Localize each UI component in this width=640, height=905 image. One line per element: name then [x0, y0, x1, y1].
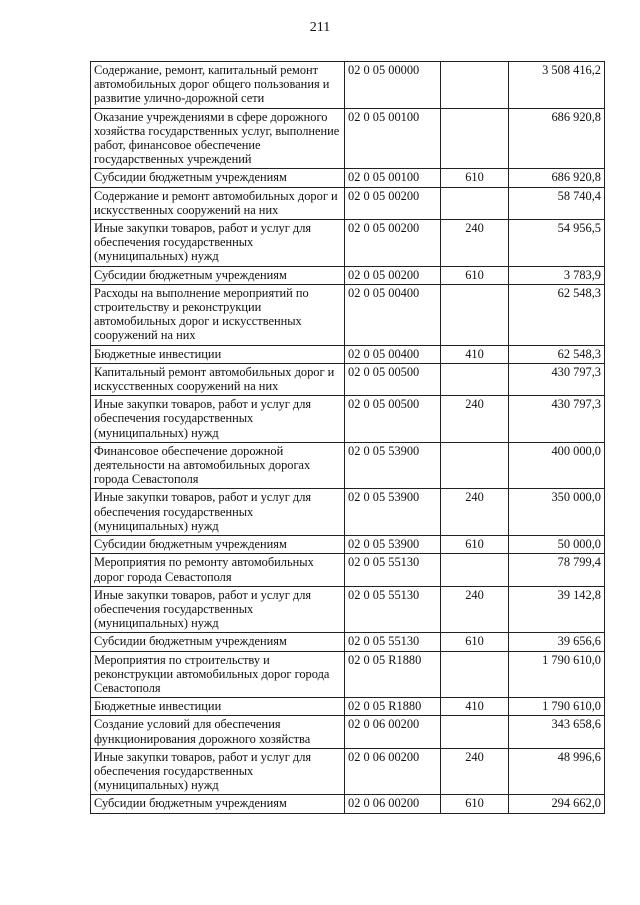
- target-code-cell: 02 0 05 R1880: [345, 651, 441, 698]
- amount-cell: 50 000,0: [509, 536, 605, 554]
- expense-type-cell: [441, 442, 509, 489]
- expense-type-cell: 410: [441, 345, 509, 363]
- expense-name-cell: Иные закупки товаров, работ и услуг для обеспечения государственных (муниципальных) нужд: [91, 586, 345, 633]
- amount-cell: 350 000,0: [509, 489, 605, 536]
- expense-name-cell: Иные закупки товаров, работ и услуг для обеспечения государственных (муниципальных) нужд: [91, 220, 345, 267]
- expense-name-cell: Создание условий для обеспечения функционирования дорожного хозяйства: [91, 716, 345, 748]
- expense-name-cell: Оказание учреждениями в сфере дорожного хозяйства государственных услуг, выполнение работ, финансовое обеспечение государственных учреждений: [91, 108, 345, 169]
- expense-name-cell: Иные закупки товаров, работ и услуг для обеспечения государственных (муниципальных) нужд: [91, 489, 345, 536]
- table-row: [91, 586, 605, 633]
- budget-table: [90, 61, 605, 814]
- expense-type-cell: 240: [441, 220, 509, 267]
- table-row: [91, 489, 605, 536]
- target-code-cell: 02 0 05 55130: [345, 586, 441, 633]
- expense-type-cell: [441, 187, 509, 219]
- target-code-cell: 02 0 05 00200: [345, 220, 441, 267]
- target-code-cell: 02 0 05 53900: [345, 442, 441, 489]
- table-row: [91, 108, 605, 169]
- expense-type-cell: 610: [441, 266, 509, 284]
- amount-cell: 54 956,5: [509, 220, 605, 267]
- expense-name-cell: Субсидии бюджетным учреждениям: [91, 169, 345, 187]
- expense-type-cell: [441, 554, 509, 586]
- expense-type-cell: 240: [441, 748, 509, 795]
- amount-cell: 62 548,3: [509, 345, 605, 363]
- table-row: [91, 169, 605, 187]
- amount-cell: 1 790 610,0: [509, 651, 605, 698]
- amount-cell: 78 799,4: [509, 554, 605, 586]
- expense-name-cell: Мероприятия по ремонту автомобильных дорог города Севастополя: [91, 554, 345, 586]
- target-code-cell: 02 0 06 00200: [345, 795, 441, 813]
- target-code-cell: 02 0 05 00500: [345, 363, 441, 395]
- target-code-cell: 02 0 06 00200: [345, 748, 441, 795]
- expense-type-cell: 610: [441, 795, 509, 813]
- expense-name-cell: Субсидии бюджетным учреждениям: [91, 633, 345, 651]
- table-row: [91, 187, 605, 219]
- table-row: [91, 536, 605, 554]
- table-row: [91, 396, 605, 443]
- expense-type-cell: 610: [441, 633, 509, 651]
- amount-cell: 62 548,3: [509, 284, 605, 345]
- expense-type-cell: 610: [441, 169, 509, 187]
- target-code-cell: 02 0 05 00500: [345, 396, 441, 443]
- table-row: [91, 795, 605, 813]
- expense-name-cell: Субсидии бюджетным учреждениям: [91, 536, 345, 554]
- target-code-cell: 02 0 06 00200: [345, 716, 441, 748]
- target-code-cell: 02 0 05 53900: [345, 536, 441, 554]
- amount-cell: 3 783,9: [509, 266, 605, 284]
- table-row: [91, 220, 605, 267]
- expense-name-cell: Бюджетные инвестиции: [91, 698, 345, 716]
- amount-cell: 430 797,3: [509, 363, 605, 395]
- expense-name-cell: Расходы на выполнение мероприятий по строительству и реконструкции автомобильных дорог и искусственных сооружений на них: [91, 284, 345, 345]
- table-row: [91, 62, 605, 109]
- expense-name-cell: Субсидии бюджетным учреждениям: [91, 795, 345, 813]
- page-number: 211: [309, 20, 331, 35]
- amount-cell: 686 920,8: [509, 169, 605, 187]
- expense-type-cell: 610: [441, 536, 509, 554]
- expense-name-cell: Содержание и ремонт автомобильных дорог и искусственных сооружений на них: [91, 187, 345, 219]
- expense-type-cell: [441, 62, 509, 109]
- expense-name-cell: Мероприятия по строительству и реконструкции автомобильных дорог города Севастополя: [91, 651, 345, 698]
- expense-type-cell: 240: [441, 489, 509, 536]
- amount-cell: 430 797,3: [509, 396, 605, 443]
- table-row: [91, 345, 605, 363]
- amount-cell: 3 508 416,2: [509, 62, 605, 109]
- expense-name-cell: Содержание, ремонт, капитальный ремонт автомобильных дорог общего пользования и развитие улично-дорожной сети: [91, 62, 345, 109]
- expense-type-cell: 240: [441, 586, 509, 633]
- target-code-cell: 02 0 05 53900: [345, 489, 441, 536]
- budget-table-body: [91, 62, 605, 814]
- expense-name-cell: Капитальный ремонт автомобильных дорог и искусственных сооружений на них: [91, 363, 345, 395]
- expense-type-cell: [441, 651, 509, 698]
- expense-name-cell: Финансовое обеспечение дорожной деятельности на автомобильных дорогах города Севастополя: [91, 442, 345, 489]
- expense-name-cell: Субсидии бюджетным учреждениям: [91, 266, 345, 284]
- amount-cell: 343 658,6: [509, 716, 605, 748]
- target-code-cell: 02 0 05 00200: [345, 266, 441, 284]
- amount-cell: 48 996,6: [509, 748, 605, 795]
- expense-name-cell: Иные закупки товаров, работ и услуг для обеспечения государственных (муниципальных) нужд: [91, 396, 345, 443]
- expense-name-cell: Бюджетные инвестиции: [91, 345, 345, 363]
- table-row: [91, 363, 605, 395]
- target-code-cell: 02 0 05 00100: [345, 108, 441, 169]
- amount-cell: 39 142,8: [509, 586, 605, 633]
- table-row: [91, 633, 605, 651]
- table-row: [91, 266, 605, 284]
- target-code-cell: 02 0 05 00400: [345, 345, 441, 363]
- amount-cell: 400 000,0: [509, 442, 605, 489]
- table-row: [91, 748, 605, 795]
- table-row: [91, 698, 605, 716]
- expense-type-cell: [441, 716, 509, 748]
- amount-cell: 39 656,6: [509, 633, 605, 651]
- expense-type-cell: [441, 363, 509, 395]
- target-code-cell: 02 0 05 R1880: [345, 698, 441, 716]
- table-row: [91, 554, 605, 586]
- target-code-cell: 02 0 05 55130: [345, 633, 441, 651]
- amount-cell: 294 662,0: [509, 795, 605, 813]
- target-code-cell: 02 0 05 55130: [345, 554, 441, 586]
- amount-cell: 686 920,8: [509, 108, 605, 169]
- amount-cell: 1 790 610,0: [509, 698, 605, 716]
- expense-type-cell: 240: [441, 396, 509, 443]
- table-row: [91, 284, 605, 345]
- table-row: [91, 651, 605, 698]
- table-row: [91, 442, 605, 489]
- target-code-cell: 02 0 05 00000: [345, 62, 441, 109]
- amount-cell: 58 740,4: [509, 187, 605, 219]
- target-code-cell: 02 0 05 00400: [345, 284, 441, 345]
- target-code-cell: 02 0 05 00200: [345, 187, 441, 219]
- expense-type-cell: 410: [441, 698, 509, 716]
- expense-name-cell: Иные закупки товаров, работ и услуг для обеспечения государственных (муниципальных) нужд: [91, 748, 345, 795]
- expense-type-cell: [441, 284, 509, 345]
- expense-type-cell: [441, 108, 509, 169]
- table-row: [91, 716, 605, 748]
- target-code-cell: 02 0 05 00100: [345, 169, 441, 187]
